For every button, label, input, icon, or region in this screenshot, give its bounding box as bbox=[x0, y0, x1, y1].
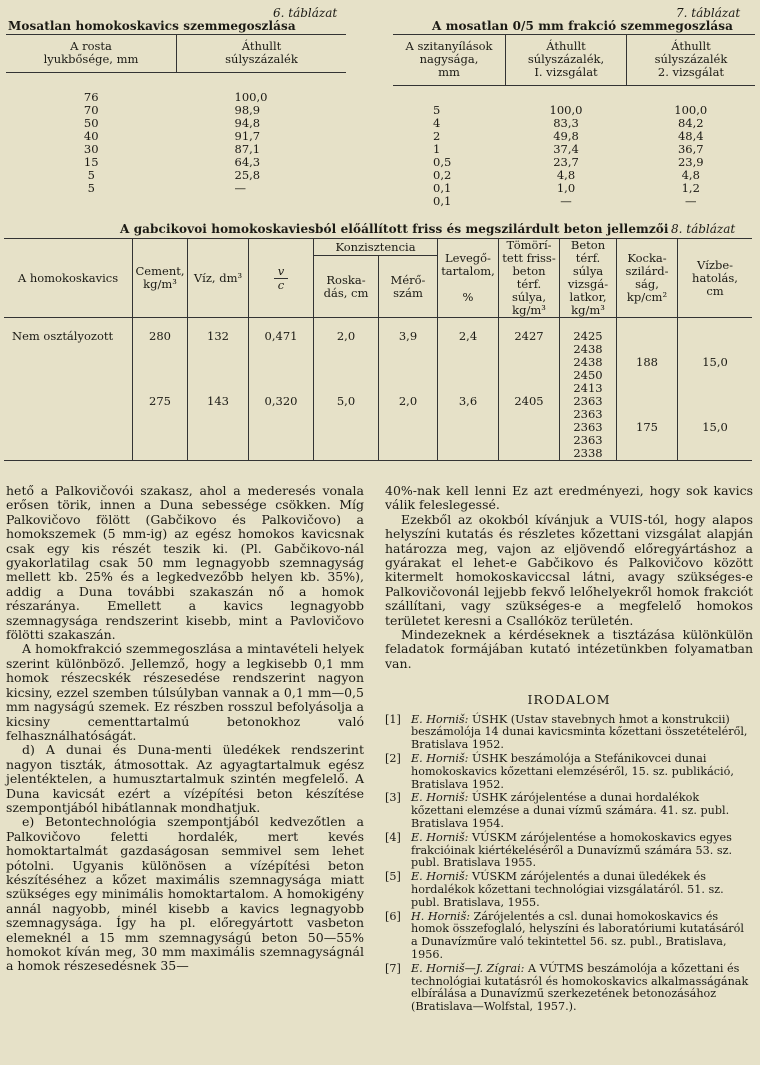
paragraph: Mindezeknek a kérdéseknek a tisztázása különkülön feladatok formájában kutató intézetünkben folyamatban van. bbox=[385, 627, 753, 671]
table8-cell-empty bbox=[249, 369, 314, 382]
table6-cell: 40 bbox=[83, 129, 99, 143]
table8-cell: 3,6 bbox=[438, 395, 499, 408]
table8-cell-empty bbox=[4, 395, 133, 408]
table8-header-vc bbox=[249, 239, 314, 318]
table-row bbox=[4, 434, 752, 447]
table8-header-vc-den: c bbox=[274, 278, 288, 292]
reference-author: E. Horniš: bbox=[411, 752, 469, 766]
table6-cell: 64,3 bbox=[234, 155, 261, 169]
table8-cell-empty bbox=[188, 421, 249, 434]
reference-item bbox=[385, 963, 753, 1014]
table-row bbox=[6, 104, 346, 117]
table7-cell: 0,1 bbox=[433, 181, 452, 195]
table8-cell-empty bbox=[314, 434, 379, 447]
table8-cell-empty bbox=[678, 318, 753, 344]
table8-cell-empty bbox=[188, 369, 249, 382]
table8-cell-empty bbox=[133, 356, 188, 369]
table8-cell-empty bbox=[249, 356, 314, 369]
table7-title: A mosatlan 0/5 mm frakció szemmegoszlása bbox=[432, 19, 734, 33]
right-text-column bbox=[385, 484, 753, 1015]
reference-number: [7] bbox=[385, 961, 401, 975]
table8-cell: 2405 bbox=[499, 395, 560, 408]
table7-cell: 83,3 bbox=[553, 116, 579, 130]
table6-cell: 94,8 bbox=[234, 116, 261, 130]
table7-cell: 4,8 bbox=[556, 168, 576, 182]
table8-cell-empty bbox=[133, 421, 188, 434]
table8-header-vc-num: v bbox=[277, 263, 285, 278]
table8-cell-empty bbox=[4, 434, 133, 447]
table-row bbox=[6, 143, 346, 156]
table7-cell: — bbox=[560, 194, 572, 208]
table8-cell-empty bbox=[438, 447, 499, 461]
table6-cell: 50 bbox=[83, 116, 99, 130]
reference-number: [3] bbox=[385, 791, 401, 805]
table8-header-air: Levegő- tartalom, % bbox=[438, 239, 499, 318]
table8-cell-empty bbox=[4, 382, 133, 395]
table8-cell: 2363 bbox=[560, 421, 617, 434]
table6-cell: 87,1 bbox=[234, 142, 261, 156]
table8-cell: 2438 bbox=[560, 356, 617, 369]
table8-cell: 2,0 bbox=[379, 395, 438, 408]
reference-number: [6] bbox=[385, 909, 401, 923]
table8-cell-empty bbox=[133, 408, 188, 421]
reference-author: E. Horniš: bbox=[411, 791, 469, 805]
table8-cell-empty bbox=[4, 447, 133, 461]
table8-cell-empty bbox=[4, 343, 133, 356]
table8-cell-empty bbox=[617, 447, 678, 461]
reference-text: VÚSKM zárójelentése a homokoskavics egyes frakcióinak kiértékeléséről a Dunavízmű számára 53. sz. publ. Bratislava 1955. bbox=[411, 830, 733, 870]
table7-cell: — bbox=[685, 194, 697, 208]
table8-cell-empty bbox=[133, 447, 188, 461]
table8-header-cement: Cement, kg/m³ bbox=[133, 239, 188, 318]
table8-cell-empty bbox=[617, 434, 678, 447]
table8-cell-empty bbox=[678, 369, 753, 382]
table8-cell: 0,320 bbox=[249, 395, 314, 408]
table6-header-mesh: A rosta lyukbősége, mm bbox=[6, 35, 177, 73]
table6-cell: 98,9 bbox=[234, 103, 261, 117]
table8-cell-empty bbox=[499, 343, 560, 356]
reference-author: E. Horniš—J. Zígrai: bbox=[411, 961, 525, 975]
reference-number: [4] bbox=[385, 830, 401, 844]
table-row bbox=[4, 356, 752, 369]
table7-body bbox=[393, 86, 755, 209]
table8-cell-empty bbox=[379, 447, 438, 461]
table8-header-index: Mérő- szám bbox=[379, 256, 438, 318]
table7-header-test1: Áthullt súlyszázalék, I. vizsgálat bbox=[506, 35, 627, 86]
table8-cell-empty bbox=[249, 434, 314, 447]
table7-cell: 4 bbox=[433, 116, 441, 130]
table8-cell-empty bbox=[379, 408, 438, 421]
table-row bbox=[4, 447, 752, 461]
reference-text: A VÚTMS beszámolója a kőzettani és technológiai kutatásról és homokoskavics alkalmasságának elbírálása a Dunavízmű szerkezetének betonozásához (Bratislava—Wolfstal, 1957.). bbox=[411, 961, 749, 1014]
table8-cell-empty bbox=[617, 395, 678, 408]
reference-text: Zárójelentés a csl. dunai homokoskavics és homok összefoglaló, helyszíni és laboratóriumi kutatásáról a Dunavízműre való tekintettel 56. sz. publ., Bratislava, 1956. bbox=[411, 909, 744, 962]
table8-cell-label: Nem osztályozott bbox=[12, 329, 114, 343]
table6-cell: 15 bbox=[83, 155, 99, 169]
table6-cell: 91,7 bbox=[234, 129, 261, 143]
table8-cell-empty bbox=[499, 356, 560, 369]
table-row bbox=[6, 73, 346, 105]
table8-header-water: Víz, dm³ bbox=[188, 239, 249, 318]
table-row bbox=[4, 318, 752, 344]
table8-cell: 143 bbox=[188, 395, 249, 408]
table8-cell: 3,9 bbox=[379, 318, 438, 344]
table8-cell-empty bbox=[4, 369, 133, 382]
paragraph: A homokfrakció szemmegoszlása a mintavételi helyek szerint különböző. Jellemző, hogy a legkisebb 0,1 mm homok részecskék részesedése rendszerint nagyon kicsiny, ezzel szemben túlsúlyban vannak a 0,1 mm—0,5 mm nagyságú szemek. Ez részben rosszul befolyásolja a kicsiny cementtartalmú betonokhoz való felhasználhatóságát. bbox=[6, 641, 364, 743]
table8-cell: 2427 bbox=[499, 318, 560, 344]
table8-cell: 2438 bbox=[560, 343, 617, 356]
table8-cell-empty bbox=[314, 369, 379, 382]
table6-header-passed: Áthullt súlyszázalék bbox=[177, 35, 347, 73]
reference-number: [2] bbox=[385, 752, 401, 766]
reference-text: VÚSKM zárójelentés a dunai üledékek és hordalékok kőzettani technológiai vizsgálatáról. 51. sz. publ. Bratislava, 1955. bbox=[411, 870, 724, 909]
table-row bbox=[6, 130, 346, 143]
table8-cell: 275 bbox=[133, 395, 188, 408]
reference-number: [1] bbox=[385, 712, 401, 726]
table8-header-sand: A homokoskavics bbox=[4, 239, 133, 318]
table8-header-cube-strength: Kocka- szilárd- ság, kp/cm² bbox=[617, 239, 678, 318]
table8-cell-empty bbox=[617, 369, 678, 382]
table8-cell: 5,0 bbox=[314, 395, 379, 408]
table8-cell-empty bbox=[617, 382, 678, 395]
table8-cell-empty bbox=[4, 408, 133, 421]
table8-cell-empty bbox=[249, 421, 314, 434]
table8-cell-empty bbox=[314, 356, 379, 369]
table8-cell: 188 bbox=[617, 356, 678, 369]
table8-cell-empty bbox=[379, 421, 438, 434]
table8-cell: 15,0 bbox=[678, 421, 753, 434]
table8-cell-empty bbox=[678, 447, 753, 461]
table8-cell: 0,471 bbox=[249, 318, 314, 344]
paragraph: e) Betontechnológia szempontjából kedvezőtlen a Palkovičovo feletti hordalék, mert kevés homoktartalmát gazdaságosan semmivel sem lehet pótolni. Ugyanis különösen a vízépítési beton készítéséhez a kőzet maximális szemnagysága miatt szükséges egy minimális homoktartalom. A homokigény annál nagyobb, minél kisebb a kavics legnagyobb szemnagysága. Így ha pl. előregyártott vasbeton elemeknél a 15 mm szemnagyságú beton 50—55% homokot kíván meg, 30 mm maximális szemnagyságnál a homok részesedésnek 35— bbox=[6, 814, 364, 974]
table7-cell: 49,8 bbox=[553, 129, 579, 143]
table8-cell: 2363 bbox=[560, 434, 617, 447]
table8-cell-empty bbox=[379, 356, 438, 369]
table8-cell: 2425 bbox=[560, 318, 617, 344]
reference-number: [5] bbox=[385, 870, 401, 884]
table7-cell: 0,2 bbox=[433, 168, 452, 182]
table8-cell-empty bbox=[314, 421, 379, 434]
reference-item bbox=[385, 832, 753, 870]
reference-text: ÚSHK (Ustav stavebnych hmot a konstrukcii) beszámolója 14 dunai kavicsminta kőzettani összetételéről, Bratislava 1952. bbox=[411, 712, 748, 752]
table7-cell: 0,1 bbox=[433, 194, 452, 208]
table7-cell: 84,2 bbox=[677, 116, 704, 130]
table8-cell-empty bbox=[438, 356, 499, 369]
table7-cell: 1,0 bbox=[556, 181, 576, 195]
table6 bbox=[6, 34, 346, 195]
table8-cell-empty bbox=[314, 408, 379, 421]
table7-cell: 100,0 bbox=[674, 103, 708, 117]
table8-cell-empty bbox=[499, 434, 560, 447]
table7-cell: 1 bbox=[433, 142, 441, 156]
table8-cell-empty bbox=[678, 382, 753, 395]
table8-cell-empty bbox=[499, 369, 560, 382]
table8-cell-empty bbox=[314, 343, 379, 356]
table8-cell-empty bbox=[188, 447, 249, 461]
table-row bbox=[4, 421, 752, 434]
reference-item bbox=[385, 792, 753, 830]
table8-header-concrete-density: Beton térf. súlya vizsgá- latkor, kg/m³ bbox=[560, 239, 617, 318]
table-row bbox=[4, 369, 752, 382]
table8-cell-empty bbox=[249, 408, 314, 421]
table7-cell: 0,5 bbox=[433, 155, 452, 169]
table-row bbox=[4, 382, 752, 395]
table8-cell: 2363 bbox=[560, 395, 617, 408]
table8-cell: 15,0 bbox=[678, 356, 753, 369]
table7-cell: 23,9 bbox=[677, 155, 704, 169]
table8-cell: 2,4 bbox=[438, 318, 499, 344]
table8-cell: 280 bbox=[133, 318, 188, 344]
table8-header-slump: Roska- dás, cm bbox=[314, 256, 379, 318]
table8-cell-empty bbox=[133, 434, 188, 447]
table8-cell: 132 bbox=[188, 318, 249, 344]
table6-cell: 100,0 bbox=[234, 90, 268, 104]
table8-cell-empty bbox=[678, 395, 753, 408]
table6-cell: 5 bbox=[87, 181, 95, 195]
table8-cell-empty bbox=[438, 434, 499, 447]
table8-cell-empty bbox=[249, 447, 314, 461]
table-row bbox=[393, 86, 755, 118]
table8-cell: 2450 bbox=[560, 369, 617, 382]
table6-cell: 25,8 bbox=[234, 168, 261, 182]
reference-author: H. Horniš: bbox=[411, 909, 471, 923]
reference-author: E. Horniš: bbox=[411, 712, 469, 726]
reference-author: E. Horniš: bbox=[411, 830, 469, 844]
table7-cell: 100,0 bbox=[549, 103, 583, 117]
table8-cell-empty bbox=[188, 343, 249, 356]
reference-text: ÚSHK beszámolója a Stefánikovcei dunai homokoskavics kőzettani elemzéséről, 15. sz. publikáció, Bratislava 1952. bbox=[411, 752, 734, 791]
table7-cell: 5 bbox=[433, 103, 441, 117]
paragraph: 40%-nak kell lenni Ez azt eredményezi, hogy sok kavics válik feleslegessé. bbox=[385, 483, 753, 513]
table7 bbox=[393, 34, 755, 208]
table8-cell-empty bbox=[249, 343, 314, 356]
table8-number: 8. táblázat bbox=[671, 222, 736, 236]
table8-cell: 175 bbox=[617, 421, 678, 434]
table6-title: Mosatlan homokoskavics szemmegoszlása bbox=[8, 19, 296, 33]
paragraph: Ezekből az okokból kívánjuk a VUIS-tól, hogy alapos helyszíni kutatás és részletes kőzettani vizsgálat alapján határozza meg, vajon az eljövendő előregyártáshoz a gyárakat el lehet-e Gabčikovo és Palkovičovo között kitermelt homokoskaviccsal látni, avagy szükséges-e Palkovičovonál lejjebb fekvő lelőhelyekről homok frakciót szállítani, vagy szükséges-e a megfelelő homokos területet keresni a Csallóköz területén. bbox=[385, 511, 753, 628]
table8-cell-empty bbox=[678, 434, 753, 447]
table8-header-water-penetration: Vízbe- hatolás, cm bbox=[678, 239, 753, 318]
table8-cell-empty bbox=[499, 421, 560, 434]
table8-cell: 2,0 bbox=[314, 318, 379, 344]
table7-cell: 48,4 bbox=[677, 129, 704, 143]
table8-cell-empty bbox=[438, 408, 499, 421]
references-heading: IRODALOM bbox=[527, 692, 611, 708]
table6-cell: — bbox=[234, 181, 246, 195]
table8-cell-empty bbox=[617, 318, 678, 344]
reference-item bbox=[385, 753, 753, 791]
table-row bbox=[6, 169, 346, 182]
table8-cell-empty bbox=[4, 421, 133, 434]
table8-cell-empty bbox=[438, 369, 499, 382]
paragraph: hető a Palkovičovói szakasz, ahol a mederesés vonala erősen törik, innen a Duna sebessége csökken. Míg Palkovičovo fölött (Gabčikovo és Palkovičovo) a homokszemek (5 mm-ig) az egész homokos kavicsnak csak egy kis részét teszik ki. (Pl. Gabčikovo-nál gyakorlatilag csak 50 mm legnagyobb szemnagyság mellett kb. 25% és a legkedvezőbb helyen kb. 35%), addig a Duna további szakaszán nő a homok részaránya. Emellett a kavics legnagyobb szemnagysága rendszerint kisebb, mint a Pavlovičovo fölötti szakaszán. bbox=[6, 483, 364, 643]
table-row bbox=[6, 117, 346, 130]
table7-cell: 23,7 bbox=[553, 155, 579, 169]
table7-cell: 1,2 bbox=[681, 181, 700, 195]
table6-cell: 5 bbox=[87, 168, 95, 182]
table8-cell: 2413 bbox=[560, 382, 617, 395]
table8-cell-empty bbox=[188, 356, 249, 369]
left-text-column bbox=[6, 484, 364, 974]
table6-cell: 70 bbox=[83, 103, 99, 117]
table7-header-test2: Áthullt súlyszázalék 2. vizsgálat bbox=[627, 35, 756, 86]
table-row bbox=[6, 156, 346, 169]
table8-body bbox=[4, 318, 752, 461]
table7-cell: 2 bbox=[433, 129, 441, 143]
table7-cell: 36,7 bbox=[677, 142, 704, 156]
table6-cell: 30 bbox=[83, 142, 99, 156]
paragraph: d) A dunai és Duna-menti üledékek rendszerint nagyon tiszták, átmosottak. Az agyagtartalmuk egész jelentéktelen, a humusztartalmuk szintén megfelelő. A Duna kavicsát ezért a vízépítési beton készítése szempontjából hibátlannak mondhatjuk. bbox=[6, 742, 364, 815]
table8-header-fresh-density: Tömörí- tett friss- beton térf. súlya, kg/m³ bbox=[499, 239, 560, 318]
reference-author: E. Horniš: bbox=[411, 870, 469, 884]
table8-cell: 2363 bbox=[560, 408, 617, 421]
table8-cell-empty bbox=[438, 343, 499, 356]
table8-cell-empty bbox=[379, 343, 438, 356]
table8-cell-empty bbox=[379, 434, 438, 447]
table-row bbox=[4, 395, 752, 408]
table8-cell-empty bbox=[188, 408, 249, 421]
table7-cell: 4,8 bbox=[681, 168, 700, 182]
table8-cell-empty bbox=[4, 356, 133, 369]
table7-header-sieve: A szitanyílások nagysága, mm bbox=[393, 35, 506, 86]
reference-item bbox=[385, 871, 753, 909]
table8-cell-empty bbox=[379, 369, 438, 382]
table7-number: 7. táblázat bbox=[676, 6, 741, 20]
table6-cell: 76 bbox=[83, 90, 99, 104]
table6-body bbox=[6, 73, 346, 196]
reference-text: ÚSHK zárójelentése a dunai hordalékok kőzettani elemzése a dunai vízmű számára. 41. sz. publ. Bratislava 1954. bbox=[411, 791, 730, 831]
references-list bbox=[385, 714, 753, 1014]
table6-number: 6. táblázat bbox=[273, 6, 338, 20]
table8-header-consistency: Konzisztencia bbox=[314, 239, 438, 256]
table8-cell-empty bbox=[314, 447, 379, 461]
reference-item bbox=[385, 911, 753, 962]
table8-cell-empty bbox=[499, 408, 560, 421]
reference-item bbox=[385, 714, 753, 752]
table8-cell-empty bbox=[133, 369, 188, 382]
table8-cell-empty bbox=[499, 447, 560, 461]
table8-cell-empty bbox=[438, 421, 499, 434]
table8-cell-empty bbox=[188, 434, 249, 447]
table7-cell: 37,4 bbox=[553, 142, 579, 156]
table8-cell: 2338 bbox=[560, 447, 617, 461]
table8-title: A gabcikovoi homokoskaviesból előállított friss és megszilárdult beton jellemzői bbox=[120, 222, 669, 236]
table-row bbox=[393, 195, 755, 208]
table-row bbox=[6, 182, 346, 195]
table8 bbox=[4, 238, 752, 461]
table8-cell-empty bbox=[133, 343, 188, 356]
